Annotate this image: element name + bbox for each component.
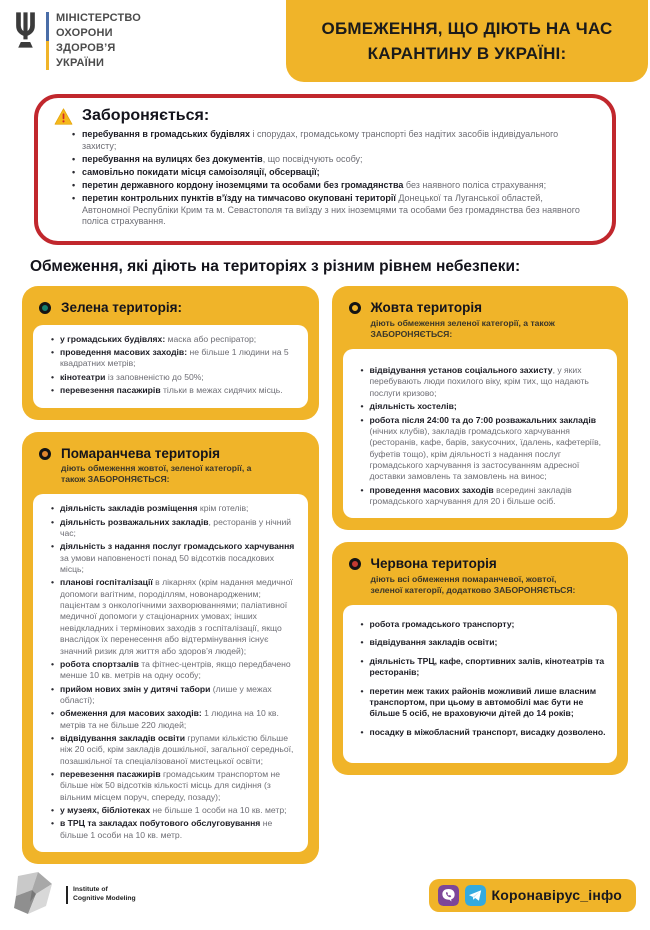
rule-item: • обмеження для масових заходів: 1 людина на 10 кв. метрів та не більше 220 людей; xyxy=(51,708,298,731)
rule-item: • кінотеатри із заповненістю до 50%; xyxy=(51,372,298,383)
green-dot-icon xyxy=(39,302,51,314)
rule-item: • відвідування закладів освіти групами кількістю більше ніж 20 осіб, крім закладів дошкільної, загальної середньої, позашкільної та спеціалізованої мистецької освіти; xyxy=(51,733,298,767)
card-green-territory xyxy=(22,286,319,419)
rule-item: • прийом нових змін у дитячі табори (лише у межах області); xyxy=(51,684,298,707)
card-green-body xyxy=(33,325,308,408)
left-column xyxy=(22,286,319,864)
rule-item: • планові госпіталізації в лікарнях (крім надання медичної допомоги вагітним, породіллям, новонародженим; пацієнтам з онкологічними захворюваннями; паліативної медичної допомоги у стаціонарних умовах; інших невідкладних і термінових заходів з госпіталізації, якщо внаслідок їх перенесення або відтермінування існує значний ризик для життя або здоров’я людей); xyxy=(51,577,298,656)
card-red-title: Червона територія xyxy=(370,556,497,572)
card-green-title: Зелена територія: xyxy=(61,300,182,316)
rule-item: • діяльність ТРЦ, кафе, спортивних залів, кінотеатрів та ресторанів; xyxy=(361,656,608,679)
rule-item: • перетин меж таких районів можливий лише власним транспортом, при цьому в автомобілі має бути не більше 5 осіб, не враховуючи дітей до 14 років; xyxy=(361,686,608,720)
card-yellow-title: Жовта територія xyxy=(370,300,482,316)
banner-line-2: КАРАНТИНУ В УКРАЇНІ: xyxy=(367,43,567,63)
rule-item: • у музеях, бібліотеках не більше 1 особи на 10 кв. метр; xyxy=(51,805,298,816)
rule-item: • посадку в міжобласний транспорт, висадку дозволено. xyxy=(361,727,608,738)
card-yellow-list xyxy=(351,365,608,507)
card-red-list xyxy=(351,619,608,738)
prohibited-list xyxy=(54,129,592,228)
card-orange-title: Помаранчева територія xyxy=(61,445,220,461)
prohibited-header xyxy=(54,107,592,125)
prohibited-item: • перебування в громадських будівлях і спорудах, громадському транспорті без надітих засобів індивідуального захисту; xyxy=(72,129,592,153)
rule-item: • у громадських будівлях: маска або респіратор; xyxy=(51,334,298,345)
card-orange-territory xyxy=(22,432,319,864)
trident-icon xyxy=(12,10,39,50)
card-green-header xyxy=(33,297,308,316)
rule-item: • діяльність розважальних закладів, ресторанів у нічний час; xyxy=(51,517,298,540)
icm-name: Institute of Cognitive Modeling xyxy=(66,886,136,904)
card-yellow-body xyxy=(343,349,618,518)
rule-item: • проведення масових заходів: не більше 1 людини на 5 квадратних метрів; xyxy=(51,347,298,370)
badge-label: Коронавірус_інфо xyxy=(491,887,622,903)
prohibited-item: • перебування на вулицях без документів, що посвідчують особу; xyxy=(72,154,592,166)
card-orange-list xyxy=(41,503,298,841)
rule-item: • в ТРЦ та закладах побутового обслуговування не більше 1 особи на 10 кв. метр. xyxy=(51,818,298,841)
prohibited-item: • перетин державного кордону іноземцями та особами без громадянства без наявного поліса страхування; xyxy=(72,180,592,192)
territory-cards xyxy=(0,286,650,864)
icm-shape-icon xyxy=(8,870,60,920)
card-red-body xyxy=(343,605,618,763)
coronavirus-info-badge[interactable] xyxy=(429,879,636,912)
red-dot-icon xyxy=(349,558,361,570)
yellow-dot-icon xyxy=(349,302,361,314)
banner-line-1: ОБМЕЖЕННЯ, ЩО ДІЮТЬ НА ЧАС xyxy=(321,19,613,38)
rule-item: • робота громадського транспорту; xyxy=(361,619,608,630)
header xyxy=(0,0,650,82)
right-column xyxy=(332,286,629,775)
card-yellow-header xyxy=(343,297,618,340)
rule-item: • робота спортзалів та фітнес-центрів, якщо передбачено менше 10 кв. метрів на одну особу; xyxy=(51,659,298,682)
telegram-icon xyxy=(465,885,486,906)
rule-item: • перевезення пасажирів тільки в межах сидячих місць. xyxy=(51,385,298,396)
warning-icon xyxy=(54,108,73,125)
footer xyxy=(0,864,650,930)
logo-divider xyxy=(46,12,49,70)
rule-item: • перевезення пасажирів громадським транспортом не більше ніж 50 відсотків кількості місць для сидіння (з вільним місцем поруч, спереду, позаду); xyxy=(51,769,298,803)
rule-item: • відвідування установ соціального захисту, у яких перебувають люди похилого віку, крім тих, що надають послуги кризово; xyxy=(361,365,608,399)
title-banner xyxy=(286,0,648,82)
rule-item: • діяльність з надання послуг громадського харчування за умови наповненості понад 50 відсотків посадкових місць; xyxy=(51,541,298,575)
ministry-logo xyxy=(0,0,141,70)
card-red-territory xyxy=(332,542,629,775)
card-orange-header xyxy=(33,443,308,486)
prohibited-box xyxy=(34,94,616,245)
orange-dot-icon xyxy=(39,448,51,460)
prohibited-item: • перетин контрольних пунктів в’їзду на тимчасово окуповані території Донецької та Луганської областей, Автономної Республіки Крим та м. Севастополя та виїзду з них іноземцями та особами без громадянства без наявного поліса страхування. xyxy=(72,193,592,229)
prohibited-item: • самовільно покидати місця самоізоляції, обсервації; xyxy=(72,167,592,179)
rule-item: • проведення масових заходів всередині закладів громадського харчування для 20 і більше осіб. xyxy=(361,485,608,508)
card-orange-body xyxy=(33,494,308,852)
icm-logo xyxy=(8,870,136,920)
rule-item: • робота після 24:00 та до 7:00 розважальних закладів (нічних клубів), закладів громадського харчування (ресторанів, кафе, барів, закусочних, їдалень, кафетеріїв, буфетів тощо), крім діяльності з надання послуг громадського харчування із застосуванням адресної доставки замовлень та замовлень на винос; xyxy=(361,415,608,483)
card-green-list xyxy=(41,334,298,397)
card-red-subtitle: діють всі обмеження помаранчевої, жовтої, зеленої категорії, додатково ЗАБОРОНЯЄТЬСЯ: xyxy=(370,573,576,595)
card-yellow-subtitle: діють обмеження зеленої категорії, а також ЗАБОРОНЯЄТЬСЯ: xyxy=(370,317,555,339)
card-orange-subtitle: діють обмеження жовтої, зеленої категорії, а також ЗАБОРОНЯЄТЬСЯ: xyxy=(61,463,252,485)
viber-icon xyxy=(438,885,459,906)
section-title: Обмеження, які діють на територіях з різним рівнем небезпеки: xyxy=(30,258,521,276)
rule-item: • діяльність закладів розміщення крім готелів; xyxy=(51,503,298,514)
card-yellow-territory xyxy=(332,286,629,530)
ministry-name: МІНІСТЕРСТВО ОХОРОНИ ЗДОРОВ’Я УКРАЇНИ xyxy=(56,12,142,69)
prohibited-title: Забороняється: xyxy=(82,107,210,125)
rule-item: • відвідування закладів освіти; xyxy=(361,637,608,648)
rule-item: • діяльність хостелів; xyxy=(361,401,608,412)
card-red-header xyxy=(343,553,618,596)
